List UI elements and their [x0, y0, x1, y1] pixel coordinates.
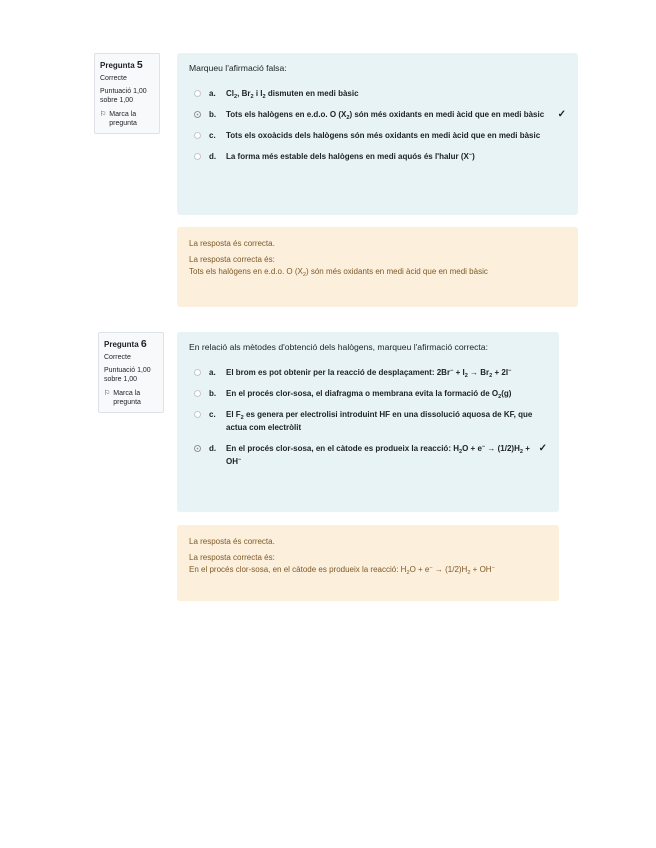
answer-text: Tots els halògens en e.d.o. O $(X_2)$ són més oxidants en medi àcid que en medi bàsic — [226, 110, 545, 121]
answer-list — [189, 366, 547, 468]
answer-option[interactable] — [189, 366, 547, 379]
question-info-5 — [94, 53, 160, 134]
flag-label: Marca la pregunta — [109, 111, 137, 127]
question-number — [100, 59, 155, 71]
question-number-value: 6 — [140, 338, 147, 350]
right-answer-text: Tots els halògens en e.d.o. O $(X_2)$ són més oxidants en medi àcid que en medi bàsic — [189, 267, 488, 278]
answer-text: En el procés clor-sosa, el diafragma o membrana evita la formació de $O_2(g)$ — [226, 389, 512, 400]
answer-text: El brom es pot obtenir per la reacció de desplaçament: $2Br^- + I_2 \to Br_2 + 2I^-$ — [226, 368, 512, 379]
question-number-value: 5 — [136, 59, 143, 71]
answer-option[interactable] — [189, 108, 566, 121]
question-text: Marqueu l'afirmació falsa: — [189, 63, 287, 73]
answer-letter: a. — [209, 89, 216, 98]
question-formulation-6 — [177, 332, 559, 512]
answer-list — [189, 87, 566, 163]
answer-letter: c. — [209, 131, 216, 140]
answer-letter: b. — [209, 389, 217, 398]
question-outcome-6 — [177, 525, 559, 601]
question-label: Pregunta — [104, 340, 139, 349]
answer-letter: c. — [209, 410, 216, 419]
question-formulation-5 — [177, 53, 578, 215]
answer-option[interactable] — [189, 442, 547, 468]
answer-option[interactable] — [189, 387, 547, 400]
question-grade: Puntuació 1,00 sobre 1,00 — [100, 88, 147, 104]
radio-icon[interactable] — [194, 132, 201, 139]
flag-label: Marca la pregunta — [113, 390, 141, 406]
check-icon: ✓ — [557, 109, 566, 120]
feedback-text: La resposta és correcta. — [189, 537, 275, 546]
flag-icon: ⚐ — [100, 111, 107, 118]
radio-icon[interactable] — [194, 111, 201, 118]
question-grade: Puntuació 1,00 sobre 1,00 — [104, 367, 151, 383]
radio-icon[interactable] — [194, 153, 201, 160]
check-icon: ✓ — [538, 443, 547, 454]
answer-option[interactable] — [189, 129, 566, 142]
radio-icon[interactable] — [194, 90, 201, 97]
question-info-6 — [98, 332, 164, 413]
answer-text: Tots els oxoàcids dels halògens són més oxidants en medi àcid que en medi bàsic — [226, 131, 541, 140]
right-answer-text: En el procés clor-sosa, en el càtode es produeix la reacció: $H_2O + e^- \to (1/2)H_2 + OH^-$ — [189, 565, 495, 576]
flag-question-link[interactable] — [100, 110, 155, 128]
right-answer-label: La resposta correcta és: — [189, 553, 275, 562]
radio-icon[interactable] — [194, 445, 201, 452]
question-outcome-5 — [177, 227, 578, 307]
radio-icon[interactable] — [194, 369, 201, 376]
question-state: Correcte — [104, 354, 131, 361]
answer-letter: a. — [209, 368, 216, 377]
radio-icon[interactable] — [194, 411, 201, 418]
answer-letter: b. — [209, 110, 217, 119]
answer-option[interactable] — [189, 150, 566, 163]
question-state: Correcte — [100, 75, 127, 82]
question-label: Pregunta — [100, 61, 135, 70]
feedback-text: La resposta és correcta. — [189, 239, 275, 248]
radio-icon[interactable] — [194, 390, 201, 397]
answer-text: $Cl_2$, $Br_2$ i $I_2$ dismuten en medi bàsic — [226, 89, 359, 100]
flag-question-link[interactable] — [104, 389, 159, 407]
answer-text: En el procés clor-sosa, en el càtode es produeix la reacció: $H_2O + e^- \to (1/2)H_2 + OH^-$ — [226, 444, 530, 466]
flag-icon: ⚐ — [104, 390, 111, 397]
answer-text: La forma més estable dels halògens en medi aquós és l'halur (X−) — [226, 152, 475, 161]
right-answer-label: La resposta correcta és: — [189, 255, 275, 264]
question-text: En relació als mètodes d'obtenció dels halògens, marqueu l'afirmació correcta: — [189, 342, 488, 352]
answer-letter: d. — [209, 152, 217, 161]
answer-letter: d. — [209, 444, 217, 453]
answer-option[interactable] — [189, 87, 566, 100]
answer-text: El $F_2$ es genera per electrolisi introduint HF en una dissolució aquosa de KF, que actua com electròlit — [226, 410, 533, 432]
answer-option[interactable] — [189, 408, 547, 434]
question-number — [104, 338, 159, 350]
